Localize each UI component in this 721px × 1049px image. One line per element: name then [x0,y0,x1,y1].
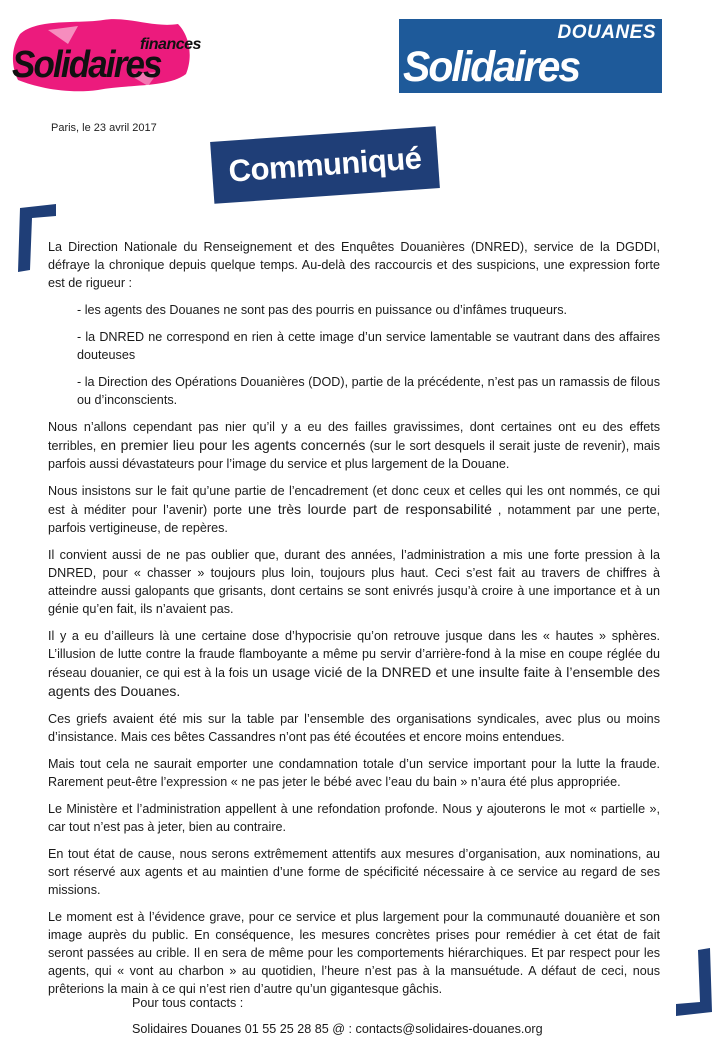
corner-bracket-bottom-right-icon [676,948,712,1018]
paragraph-conclusion: Le moment est à l’évidence grave, pour ce service et plus largement pour la communauté douanière et son image auprès du public. En conséquence, les mesures concrètes prises pour remédier à cet état de fait seront passées au crible. Il en sera de même pour les comportements hiérarchiques. Et par respect pour les agents, qui « vont au charbon » au quotidien, l’heure n’est pas à la mansuétude. A défaut de ceci, nous prêterions la main à ce qui n’est rien d’autre qu’un gigantesque gâchis. [48,910,660,996]
logo-sub-text: finances [140,36,201,53]
paragraph-intro: La Direction Nationale du Renseignement et des Enquêtes Douanières (DNRED), service de la DGDDI, défraye la chronique depuis quelque temps. Au-delà des raccourcis et des suspicions, une expression forte est de rigueur : [48,240,660,290]
text-run: Nous insistons sur le fait qu’une partie de l’encadrement (et donc ceux et celles qui les ont nommés, ce qui est à méditer pour l’avenir) porte [48,484,660,517]
solidaires-finances-logo [8,14,201,96]
communique-banner [210,126,440,204]
paragraph-refondation: Le Ministère et l’administration appellent à une refondation profonde. Nous y ajouterons le mot « partielle », car tout n’est pas à jeter, bien au contraire. [48,802,660,834]
communique-body [48,238,660,1007]
paragraph-condamnation: Mais tout cela ne saurait emporter une condamnation totale d’un service important pour la lutte la fraude. Rarement peut-être l’expression « ne pas jeter le bébé avec l’eau du bain » n’aura été plus appropriée. [48,757,660,789]
paragraph-vigilance: En tout état de cause, nous serons extrêmement attentifs aux mesures d’organisation, aux nominations, au sort réservé aux agents et au maintien d’une forme de spécificité nécessaire à ce service au regard de ses missions. [48,847,660,897]
text-run: Il y a eu d’ailleurs là une certaine dose d’hypocrisie qu’on retrouve jusque dans les « hautes » sphères. L’illusion de lutte contre la fraude flamboyante a même pu servir d’arrière-fond à la mise en coupe réglée du réseau douanier, ce qui est à la fois [48,629,660,680]
list-item: - les agents des Douanes ne sont pas des pourris en puissance ou d’infâmes truqueurs. [77,303,568,317]
page-title: Communiqué [227,140,423,189]
paragraph-encadrement [48,482,660,537]
contact-line: Solidaires Douanes 01 55 25 28 85 @ : contacts@solidaires-douanes.org [132,1022,543,1036]
paragraph-failles [48,418,660,473]
paragraph-griefs: Ces griefs avaient été mis sur la table par l’ensemble des organisations syndicales, avec plus ou moins d’insistance. Mais ces bêtes Cassandres n’ont pas été écoutées et encore moins entendues. [48,712,660,744]
text-run: Nous n’allons cependant pas nier qu’il y a eu des failles gravissimes, dont certaines ont eu des effets terribles, [48,420,660,453]
list-item: - la Direction des Opérations Douanières (DOD), partie de la précédente, n’est pas un ramassis de filous ou d’inconscients. [77,375,660,407]
document-date: Paris, le 23 avril 2017 [51,122,157,134]
paragraph-hypocrisie [48,627,660,701]
highlighted-text: une très lourde part de responsabilité [248,501,492,517]
logo-solidaires-text: Solidaires [403,43,580,91]
logo-main-text: Solidaires [12,44,161,86]
contacts-label: Pour tous contacts : [132,996,244,1010]
paragraph-pression: Il convient aussi de ne pas oublier que, durant des années, l’administration a mis une forte pression à la DNRED, pour « chasser » toujours plus loin, toujours plus haut. Ceci s’est fait au travers de chiffres à atteindre aussi galopants que grisants, dont certains se sont enivrés jusqu’à croire à une importance et à un génie qu’en fait, ils n’avaient pas. [48,548,660,616]
logo-douanes-text: DOUANES [557,22,656,43]
highlighted-text: en premier lieu pour les agents concernés [100,437,366,453]
list-item: - la DNRED ne correspond en rien à cette image d’un service lamentable se vautrant dans des affaires douteuses [77,330,660,362]
solidaires-douanes-logo [399,19,662,93]
highlighted-text: un usage vicié de la DNRED et une insulte faite à l’ensemble des agents des Douanes. [48,664,660,699]
text-run: (sur le sort desquels il serait juste de revenir), mais parfois aussi dévastateurs pour l’image du service et plus largement de la Douane. [48,439,661,471]
text-run: , notamment par une perte, parfois vertigineuse, de repères. [48,503,660,535]
